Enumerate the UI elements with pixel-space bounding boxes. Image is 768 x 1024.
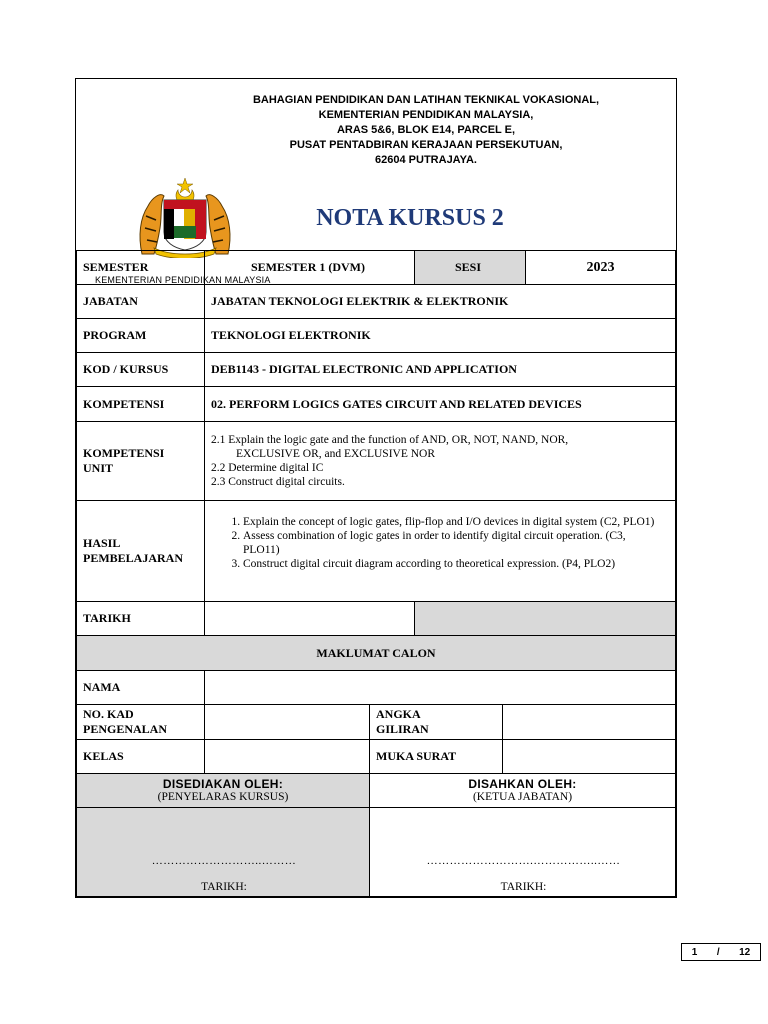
kod-kursus-value: DEB1143 - DIGITAL ELECTRONIC AND APPLICATION bbox=[204, 352, 676, 387]
page-current: 1 bbox=[691, 946, 698, 958]
prepared-by-subtitle: (PENYELARAS KURSUS) bbox=[157, 791, 289, 803]
kod-kursus-label: KOD / KURSUS bbox=[76, 352, 205, 387]
learning-outcome-item: 2. Assess combination of logic gates in order to identify digital circuit operation. (C3, PLO11) bbox=[243, 529, 661, 557]
learning-outcome-item: 3. Construct digital circuit diagram according to theoretical expression. (P4, PLO2) bbox=[243, 557, 661, 571]
no-kad-label-line-2: PENGENALAN bbox=[83, 722, 168, 736]
kompetensi-unit-label-line-2: UNIT bbox=[83, 461, 114, 475]
jabatan-value: JABATAN TEKNOLOGI ELEKTRIK & ELEKTRONIK bbox=[204, 284, 676, 319]
approved-by-subtitle: (KETUA JABATAN) bbox=[472, 791, 573, 803]
header-line-5: 62604 PUTRAJAYA. bbox=[375, 154, 477, 166]
no-kad-label-line-1: NO. KAD bbox=[83, 707, 134, 721]
tarikh-value-field[interactable] bbox=[204, 601, 415, 636]
prepared-by-signature-line: ………………………..……… bbox=[151, 855, 297, 867]
kelas-label: KELAS bbox=[76, 739, 205, 774]
nama-field[interactable] bbox=[204, 670, 676, 705]
maklumat-calon-heading: MAKLUMAT CALON bbox=[76, 635, 676, 671]
tarikh-label: TARIKH bbox=[76, 601, 205, 636]
tarikh-shaded-cell bbox=[414, 601, 676, 636]
kompetensi-value: 02. PERFORM LOGICS GATES CIRCUIT AND RELATED DEVICES bbox=[204, 386, 676, 422]
kompetensi-unit-label bbox=[76, 421, 205, 501]
hasil-pembelajaran-label bbox=[76, 500, 205, 602]
hasil-label-line-2: PEMBELAJARAN bbox=[83, 551, 184, 565]
nama-label: NAMA bbox=[76, 670, 205, 705]
header-line-4: PUSAT PENTADBIRAN KERAJAAN PERSEKUTUAN, bbox=[289, 139, 563, 151]
prepared-by-title: DISEDIAKAN OLEH: bbox=[162, 777, 284, 791]
unit-item: 2.1 Explain the logic gate and the function of AND, OR, NOT, NAND, NOR, bbox=[211, 434, 569, 446]
kelas-field[interactable] bbox=[204, 739, 370, 774]
header-line-2: KEMENTERIAN PENDIDIKAN MALAYSIA, bbox=[318, 109, 534, 121]
kompetensi-unit-list bbox=[204, 421, 676, 501]
hasil-pembelajaran-list bbox=[204, 500, 676, 602]
kompetensi-label: KOMPETENSI bbox=[76, 386, 205, 422]
malaysia-crest-emblem bbox=[134, 176, 236, 258]
header-line-3: ARAS 5&6, BLOK E14, PARCEL E, bbox=[336, 124, 516, 136]
muka-surat-field[interactable] bbox=[502, 739, 676, 774]
muka-surat-label: MUKA SURAT bbox=[369, 739, 503, 774]
unit-item: 2.3 Construct digital circuits. bbox=[211, 476, 345, 488]
jabatan-label: JABATAN bbox=[76, 284, 205, 319]
approved-by-signature-line: ……………………….……………..…… bbox=[426, 855, 621, 867]
header-line-1: BAHAGIAN PENDIDIKAN DAN LATIHAN TEKNIKAL VOKASIONAL, bbox=[252, 94, 600, 106]
sesi-label: SESI bbox=[414, 250, 526, 285]
angka-giliran-field[interactable] bbox=[502, 704, 676, 740]
prepared-by-date-label: TARIKH: bbox=[201, 881, 247, 893]
unit-item: 2.2 Determine digital IC bbox=[211, 462, 324, 474]
prepared-by-heading bbox=[76, 773, 370, 808]
angka-giliran-label bbox=[369, 704, 503, 740]
no-kad-label bbox=[76, 704, 205, 740]
page-title: NOTA KURSUS 2 bbox=[316, 205, 504, 231]
page-total: 12 bbox=[739, 946, 751, 958]
semester-label: SEMESTER bbox=[76, 250, 205, 285]
angka-giliran-label-line-2: GILIRAN bbox=[376, 722, 429, 736]
angka-giliran-label-line-1: ANGKA bbox=[376, 707, 421, 721]
kompetensi-unit-label-line-1: KOMPETENSI bbox=[83, 446, 165, 460]
program-label: PROGRAM bbox=[76, 318, 205, 353]
approved-by-signature-box[interactable] bbox=[369, 807, 676, 897]
unit-item: EXCLUSIVE OR, and EXCLUSIVE NOR bbox=[236, 448, 436, 460]
page-separator: / bbox=[716, 946, 720, 958]
prepared-by-signature-box[interactable] bbox=[76, 807, 370, 897]
program-value: TEKNOLOGI ELEKTRONIK bbox=[204, 318, 676, 353]
no-kad-field[interactable] bbox=[204, 704, 370, 740]
learning-outcome-item: 1. Explain the concept of logic gates, flip-flop and I/O devices in digital system (C2, PLO1) bbox=[243, 515, 661, 529]
crest-caption: KEMENTERIAN PENDIDIKAN MALAYSIA bbox=[95, 275, 271, 285]
approved-by-heading bbox=[369, 773, 676, 808]
semester-value: SEMESTER 1 (DVM) bbox=[204, 250, 415, 285]
sesi-value: 2023 bbox=[525, 250, 676, 285]
hasil-label-line-1: HASIL bbox=[83, 536, 121, 550]
approved-by-title: DISAHKAN OLEH: bbox=[468, 777, 577, 791]
page-number-indicator bbox=[681, 943, 761, 961]
approved-by-date-label: TARIKH: bbox=[500, 881, 547, 893]
institution-header bbox=[200, 93, 652, 168]
